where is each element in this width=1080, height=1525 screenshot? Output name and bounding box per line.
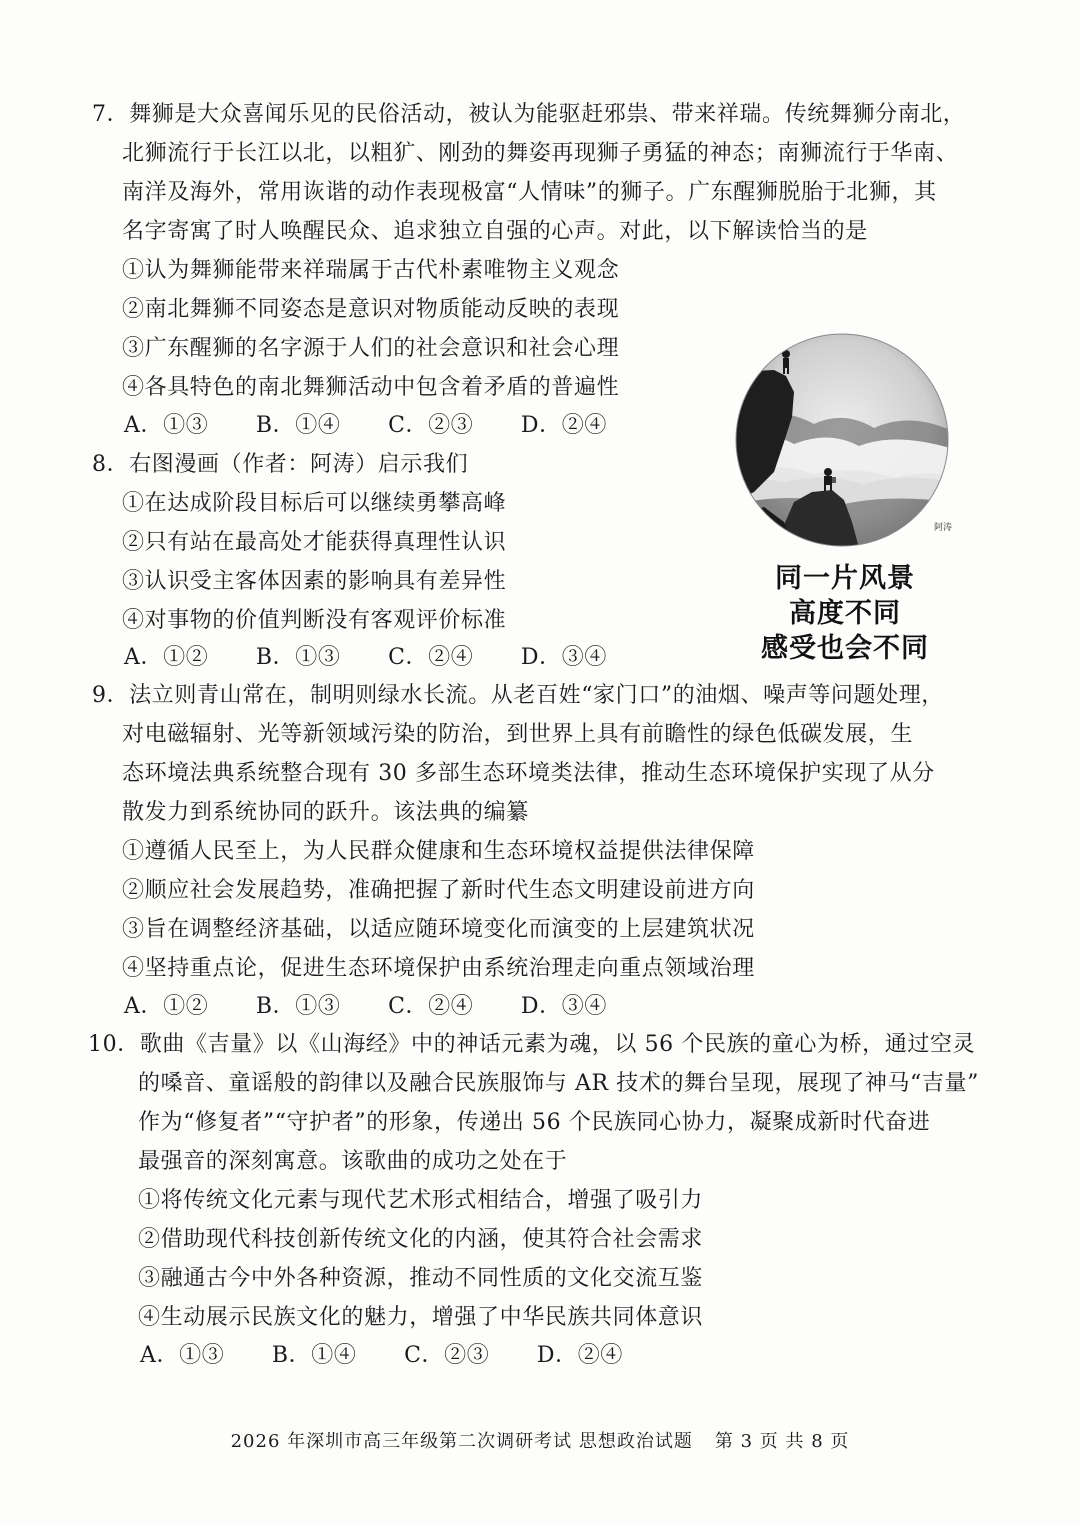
question-8-stem-line: 8．右图漫画（作者：阿涛）启示我们 (92, 452, 469, 477)
question-10-item-1: ①将传统文化元素与现代艺术形式相结合，增强了吸引力 (138, 1188, 704, 1213)
exam-title: 2026 年深圳市高三年级第二次调研考试 思想政治试题 (230, 1431, 693, 1452)
question-7-stem-line: 南洋及海外，常用诙谐的动作表现极富“人情味”的狮子。广东醒狮脱胎于北狮，其 (122, 180, 937, 205)
option-a: A．①③ (140, 1343, 225, 1368)
question-8-options (124, 643, 607, 673)
option-b: B．①④ (271, 1343, 357, 1368)
question-7-item-4: ④各具特色的南北舞狮活动中包含着矛盾的普遍性 (122, 375, 620, 400)
question-7-item-2: ②南北舞狮不同姿态是意识对物质能动反映的表现 (122, 297, 620, 322)
question-7-item-3: ③广东醒狮的名字源于人们的社会意识和社会心理 (122, 336, 620, 361)
question-9-item-4: ④坚持重点论，促进生态环境保护由系统治理走向重点领域治理 (122, 956, 755, 981)
cartoon-caption-line-2: 高度不同 (789, 598, 901, 629)
question-9-stem-line: 散发力到系统协同的跃升。该法典的编纂 (122, 800, 529, 825)
option-d: D．②④ (520, 413, 607, 438)
question-8-item-1: ①在达成阶段目标后可以继续勇攀高峰 (122, 491, 507, 516)
question-7-stem-line: 7．舞狮是大众喜闻乐见的民俗活动，被认为能驱赶邪祟、带来祥瑞。传统舞狮分南北， (92, 102, 966, 127)
question-9-item-1: ①遵循人民至上，为人民群众健康和生态环境权益提供法律保障 (122, 839, 755, 864)
option-d: D．②④ (536, 1343, 623, 1368)
page-number: 第 3 页 共 8 页 (714, 1431, 850, 1452)
question-9-stem-line: 态环境法典系统整合现有 30 多部生态环境类法律，推动生态环境保护实现了从分 (122, 761, 935, 786)
question-10-item-4: ④生动展示民族文化的魅力，增强了中华民族共同体意识 (138, 1305, 704, 1330)
question-7-options (124, 411, 607, 441)
question-7-stem-line: 北狮流行于长江以北，以粗犷、刚劲的舞姿再现狮子勇猛的神态；南狮流行于华南、 (122, 141, 959, 166)
option-b: B．①③ (255, 645, 341, 670)
question-10-stem-line: 10．歌曲《吉量》以《山海经》中的神话元素为魂，以 56 个民族的童心为桥，通过空灵 (88, 1032, 976, 1057)
option-b: B．①③ (255, 994, 341, 1019)
option-a: A．①② (124, 645, 209, 670)
question-10-stem-line: 最强音的深刻寓意。该歌曲的成功之处在于 (138, 1149, 568, 1174)
cartoon-caption-line-1: 同一片风景 (775, 563, 915, 594)
question-7-item-1: ①认为舞狮能带来祥瑞属于古代朴素唯物主义观念 (122, 258, 620, 283)
question-10-stem-line: 作为“修复者”“守护者”的形象，传递出 56 个民族同心协力，凝聚成新时代奋进 (138, 1110, 931, 1135)
question-10-item-2: ②借助现代科技创新传统文化的内涵，使其符合社会需求 (138, 1227, 704, 1252)
cartoon-signature: 阿涛 (934, 523, 953, 533)
option-d: D．③④ (520, 994, 607, 1019)
question-9-options (124, 992, 607, 1022)
page-footer (0, 1430, 1080, 1454)
question-8-item-3: ③认识受主客体因素的影响具有差异性 (122, 569, 507, 594)
question-9-stem-line: 对电磁辐射、光等新领域污染的防治，到世界上具有前瞻性的绿色低碳发展，生 (122, 722, 914, 747)
question-9-item-2: ②顺应社会发展趋势，准确把握了新时代生态文明建设前进方向 (122, 878, 755, 903)
question-7-stem-line: 名字寄寓了时人唤醒民众、追求独立自强的心声。对此，以下解读恰当的是 (122, 219, 868, 244)
cartoon-caption-line-3: 感受也会不同 (761, 633, 929, 664)
question-10-item-3: ③融通古今中外各种资源，推动不同性质的文化交流互鉴 (138, 1266, 704, 1291)
question-8-item-2: ②只有站在最高处才能获得真理性认识 (122, 530, 507, 555)
question-8-item-4: ④对事物的价值判断没有客观评价标准 (122, 608, 507, 633)
option-a: A．①③ (124, 413, 209, 438)
question-10-options (140, 1341, 623, 1371)
option-b: B．①④ (255, 413, 341, 438)
question-10-stem-line: 的嗓音、童谣般的韵律以及融合民族服饰与 AR 技术的舞台呈现，展现了神马“吉量” (138, 1071, 979, 1096)
option-c: C．②③ (388, 413, 474, 438)
option-c: C．②④ (388, 645, 474, 670)
option-c: C．②③ (404, 1343, 490, 1368)
option-c: C．②④ (388, 994, 474, 1019)
option-a: A．①② (124, 994, 209, 1019)
cartoon-illustration (734, 332, 953, 548)
option-d: D．③④ (520, 645, 607, 670)
question-9-item-3: ③旨在调整经济基础，以适应随环境变化而演变的上层建筑状况 (122, 917, 755, 942)
question-9-stem-line: 9．法立则青山常在，制明则绿水长流。从老百姓“家门口”的油烟、噪声等问题处理， (92, 683, 944, 708)
